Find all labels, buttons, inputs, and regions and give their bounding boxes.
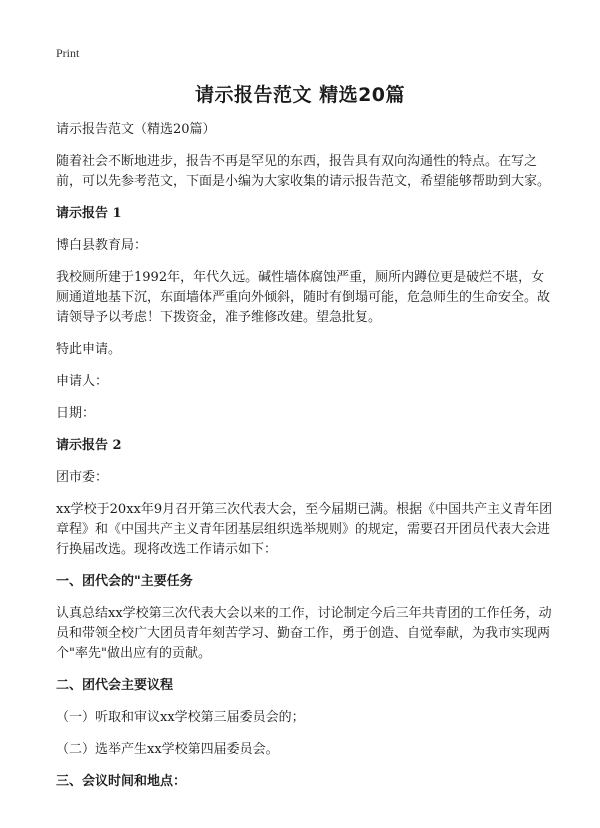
body-paragraph-1: 我校厕所建于1992年，年代久远。碱性墙体腐蚀严重，厕所内蹲位更是破烂不堪，女厕通道地基下沉，东面墙体严重向外倾斜，随时有倒塌可能，危急师生的生命安全。故请领导予以考虑！下拨资金，准予维修改建。望急批复。 — [56, 270, 551, 325]
body-paragraph-2: xx学校于20xx年9月召开第三次代表大会，至今届期已满。根据《中国共产主义青年团章程》和《中国共产主义青年团基层组织选举规则》的规定，需要召开团员代表大会进行换届改选。现将改选工作请示如下： — [56, 502, 553, 557]
subheading-main-tasks: 一、团代会的"主要任务 — [56, 574, 193, 589]
date-line: 日期： — [56, 406, 96, 421]
subtitle-line: 请示报告范文（精选20篇） — [56, 122, 216, 137]
section-heading-1: 请示报告 1 — [56, 206, 122, 221]
document-body — [56, 120, 556, 804]
main-tasks-paragraph: 认真总结xx学校第三次代表大会以来的工作，讨论制定今后三年共青团的工作任务，动员和带领全校广大团员青年刻苦学习、勤奋工作，勇于创造、自觉奉献，为我市实现两个"率先"做出应有的贡献。 — [56, 606, 552, 661]
subheading-agenda: 二、团代会主要议程 — [56, 678, 174, 693]
intro-paragraph: 随着社会不断地进步，报告不再是罕见的东西，报告具有双向沟通性的特点。在写之前，可以先参考范文，下面是小编为大家收集的请示报告范文，希望能够帮助到大家。 — [56, 154, 551, 189]
agenda-item-2: （二）选举产生xx学校第四届委员会。 — [56, 742, 279, 757]
print-label[interactable]: Print — [56, 46, 80, 60]
applicant-line: 申请人： — [56, 374, 109, 389]
addressee-1: 博白县教育局： — [56, 238, 148, 253]
closing-line: 特此申请。 — [56, 342, 122, 357]
section-heading-2: 请示报告 2 — [56, 438, 122, 453]
subheading-time-place: 三、会议时间和地点： — [56, 774, 187, 789]
page-title: 请示报告范文 精选20篇 — [194, 84, 406, 106]
agenda-item-1: （一）听取和审议xx学校第三届委员会的； — [56, 710, 305, 725]
addressee-2: 团市委： — [56, 470, 109, 485]
